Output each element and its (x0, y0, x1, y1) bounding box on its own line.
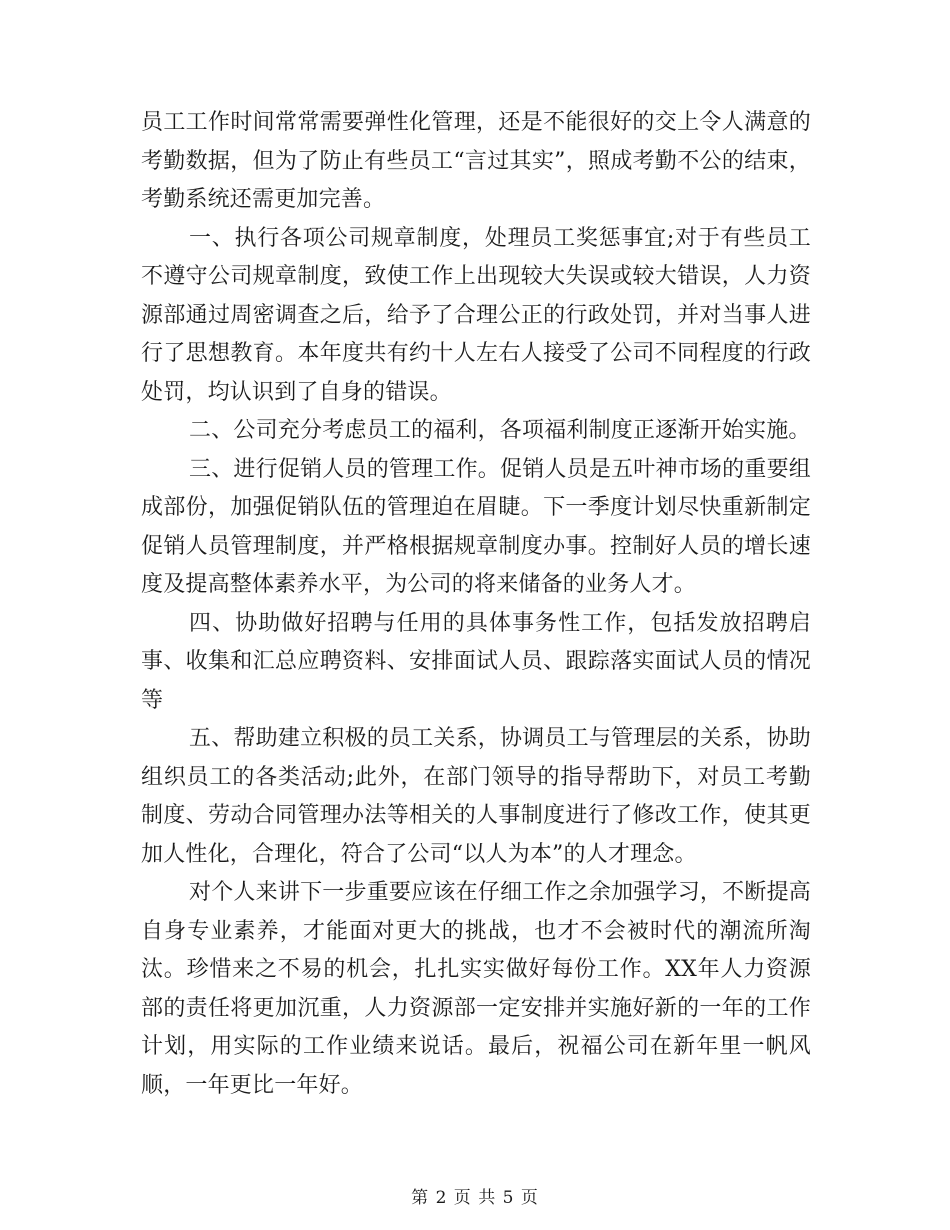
paragraph-rules-and-discipline: 一、执行各项公司规章制度，处理员工奖惩事宜;对于有些员工不遵守公司规章制度，致使工作上出现较大失误或较大错误，人力资源部通过周密调查之后，给予了合理公正的行政处罚，并对当事人进行了思想教育。本年度共有约十人左右人接受了公司不同程度的行政处罚，均认识到了自身的错误。 (141, 225, 811, 405)
page-number-footer: 第 2 页 共 5 页 (411, 1188, 539, 1208)
paragraph-promoter-management: 三、进行促销人员的管理工作。促销人员是五叶神市场的重要组成部份，加强促销队伍的管理迫在眉睫。下一季度计划尽快重新制定促销人员管理制度，并严格根据规章制度办事。控制好人员的增长速度及提高整体素养水平，为公司的将来储备的业务人才。 (141, 456, 811, 597)
paragraph-employee-welfare: 二、公司充分考虑员工的福利，各项福利制度正逐渐开始实施。 (189, 418, 811, 443)
paragraph-employee-relations: 五、帮助建立积极的员工关系，协调员工与管理层的关系，协助组织员工的各类活动;此外，在部门领导的指导帮助下，对员工考勤制度、劳动合同管理办法等相关的人事制度进行了修改工作，使其更加人性化，合理化，符合了公司“以人为本”的人才理念。 (141, 726, 811, 867)
document-body (141, 104, 811, 1105)
paragraph-attendance-continuation: 员工工作时间常常需要弹性化管理，还是不能很好的交上令人满意的考勤数据，但为了防止有些员工“言过其实”，照成考勤不公的结束，考勤系统还需更加完善。 (141, 110, 811, 212)
paragraph-personal-outlook: 对个人来讲下一步重要应该在仔细工作之余加强学习，不断提高自身专业素养，才能面对更大的挑战，也才不会被时代的潮流所淘汰。珍惜来之不易的机会，扎扎实实做好每份工作。XX年人力资源部的责任将更加沉重，人力资源部一定安排并实施好新的一年的工作计划，用实际的工作业绩来说话。最后，祝福公司在新年里一帆风顺，一年更比一年好。 (141, 880, 811, 1098)
paragraph-recruitment-support: 四、协助做好招聘与任用的具体事务性工作，包括发放招聘启事、收集和汇总应聘资料、安排面试人员、跟踪落实面试人员的情况等 (141, 610, 811, 713)
